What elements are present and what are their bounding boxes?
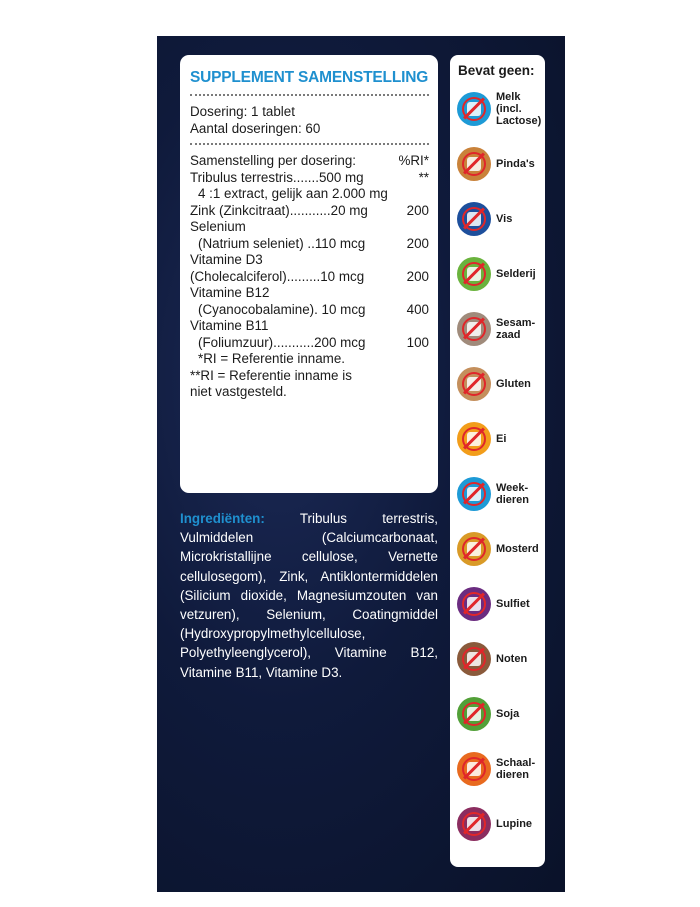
table-header-label: Samenstelling per dosering: xyxy=(190,153,356,168)
dotted-divider xyxy=(190,143,429,145)
row-label: (Cyanocobalamine). 10 mcg xyxy=(198,301,366,317)
ingredients-text xyxy=(180,509,438,682)
allergen-item xyxy=(457,529,543,569)
allergen-label: Soja xyxy=(496,708,520,720)
allergen-label: Schaal- dieren xyxy=(496,757,536,781)
table-row xyxy=(190,203,429,220)
allergen-label: Lupine xyxy=(496,818,533,830)
footnote-ri-not-set-cont: niet vastgesteld. xyxy=(190,384,287,399)
allergen-label: Sesam- zaad xyxy=(496,317,536,341)
mustard-icon xyxy=(457,532,491,566)
servings-count: Aantal doseringen: 60 xyxy=(190,120,321,136)
row-label: Tribulus terrestris.......500 mg xyxy=(190,169,364,185)
table-row xyxy=(190,236,429,253)
allergen-item xyxy=(457,584,543,624)
dotted-divider xyxy=(190,94,429,96)
sesame-icon xyxy=(457,312,491,346)
row-ri: 200 xyxy=(406,268,429,284)
allergen-item xyxy=(457,639,543,679)
table-header xyxy=(190,153,429,170)
row-ri: 200 xyxy=(406,235,429,251)
row-ri xyxy=(395,318,429,335)
row-ri xyxy=(395,285,429,302)
supplement-facts-card xyxy=(180,55,438,493)
wheat-icon xyxy=(457,367,491,401)
row-label: Vitamine B12 xyxy=(190,285,270,300)
celery-icon xyxy=(457,257,491,291)
card-title: SUPPLEMENT SAMENSTELLING xyxy=(190,69,429,86)
table-row xyxy=(190,285,429,302)
shell-icon xyxy=(457,477,491,511)
row-ri xyxy=(395,186,429,203)
dosage-text: Dosering: 1 tablet xyxy=(190,104,295,119)
table-row xyxy=(190,269,429,286)
soy-icon xyxy=(457,697,491,731)
row-label: Vitamine B11 xyxy=(190,318,269,333)
row-ri: 200 xyxy=(406,202,429,218)
table-row xyxy=(190,302,429,319)
ingredients-label: Ingrediënten: xyxy=(180,511,265,526)
allergen-item xyxy=(457,419,543,459)
ingredients-body: Tribulus terrestris, Vulmiddelen (Calciumcarbonaat, Microkristallijne cellulose, Vernette cellulosegom), Zink, Antiklontermiddelen (Silicium dioxide, Magnesiumzouten van vetzuren), Selenium, Coatingmiddel (Hydroxypropylmethylcellulose, Polyethyleenglycerol), Vitamine B12, Vitamine B11, Vitamine D3. xyxy=(180,511,438,680)
table-row xyxy=(190,170,429,187)
row-ri xyxy=(395,252,429,269)
lupine-icon xyxy=(457,807,491,841)
table-row xyxy=(190,335,429,352)
row-ri xyxy=(395,219,429,236)
milk-icon xyxy=(457,92,491,126)
row-label: Zink (Zinkcitraat)...........20 mg xyxy=(190,202,368,218)
allergen-label: Melk (incl. Lactose) xyxy=(496,91,542,127)
peanut-icon xyxy=(457,147,491,181)
allergen-free-card xyxy=(450,55,545,867)
table-row xyxy=(190,252,429,269)
allergen-label: Gluten xyxy=(496,378,531,390)
fish-icon xyxy=(457,202,491,236)
allergen-item xyxy=(457,144,543,184)
allergen-item xyxy=(457,474,543,514)
allergen-label: Pinda's xyxy=(496,158,535,170)
allergen-item xyxy=(457,749,543,789)
allergen-label: Week- dieren xyxy=(496,482,530,506)
allergen-label: Ei xyxy=(496,433,507,445)
table-header-ri: %RI* xyxy=(398,153,429,168)
footnote-ri-not-set: **RI = Referentie inname is xyxy=(190,367,352,383)
nut-icon xyxy=(457,642,491,676)
allergen-label: Vis xyxy=(496,213,513,225)
row-label: Selenium xyxy=(190,219,246,234)
table-row xyxy=(190,186,429,203)
row-label: (Foliumzuur)...........200 mcg xyxy=(198,334,366,350)
allergen-title: Bevat geen: xyxy=(458,63,535,78)
crab-icon xyxy=(457,752,491,786)
row-label: (Cholecalciferol).........10 mcg xyxy=(190,268,365,284)
egg-icon xyxy=(457,422,491,456)
footnote-ri: *RI = Referentie inname. xyxy=(198,351,346,366)
row-label: (Natrium seleniet) ..110 mcg xyxy=(198,235,366,251)
allergen-item xyxy=(457,364,543,404)
allergen-label: Mosterd xyxy=(496,543,539,555)
allergen-item xyxy=(457,199,543,239)
allergen-item xyxy=(457,254,543,294)
table-row xyxy=(190,318,429,335)
row-ri: 400 xyxy=(406,301,429,317)
row-label: 4 :1 extract, gelijk aan 2.000 mg xyxy=(198,186,388,201)
allergen-item xyxy=(457,804,543,844)
allergen-label: Selderij xyxy=(496,268,536,280)
allergen-item xyxy=(457,694,543,734)
row-ri: ** xyxy=(418,169,429,185)
row-ri: 100 xyxy=(406,334,429,350)
row-label: Vitamine D3 xyxy=(190,252,263,267)
table-row xyxy=(190,219,429,236)
allergen-label: Noten xyxy=(496,653,528,665)
allergen-item xyxy=(457,89,543,129)
allergen-label: Sulfiet xyxy=(496,598,530,610)
allergen-item xyxy=(457,309,543,349)
wine-icon xyxy=(457,587,491,621)
